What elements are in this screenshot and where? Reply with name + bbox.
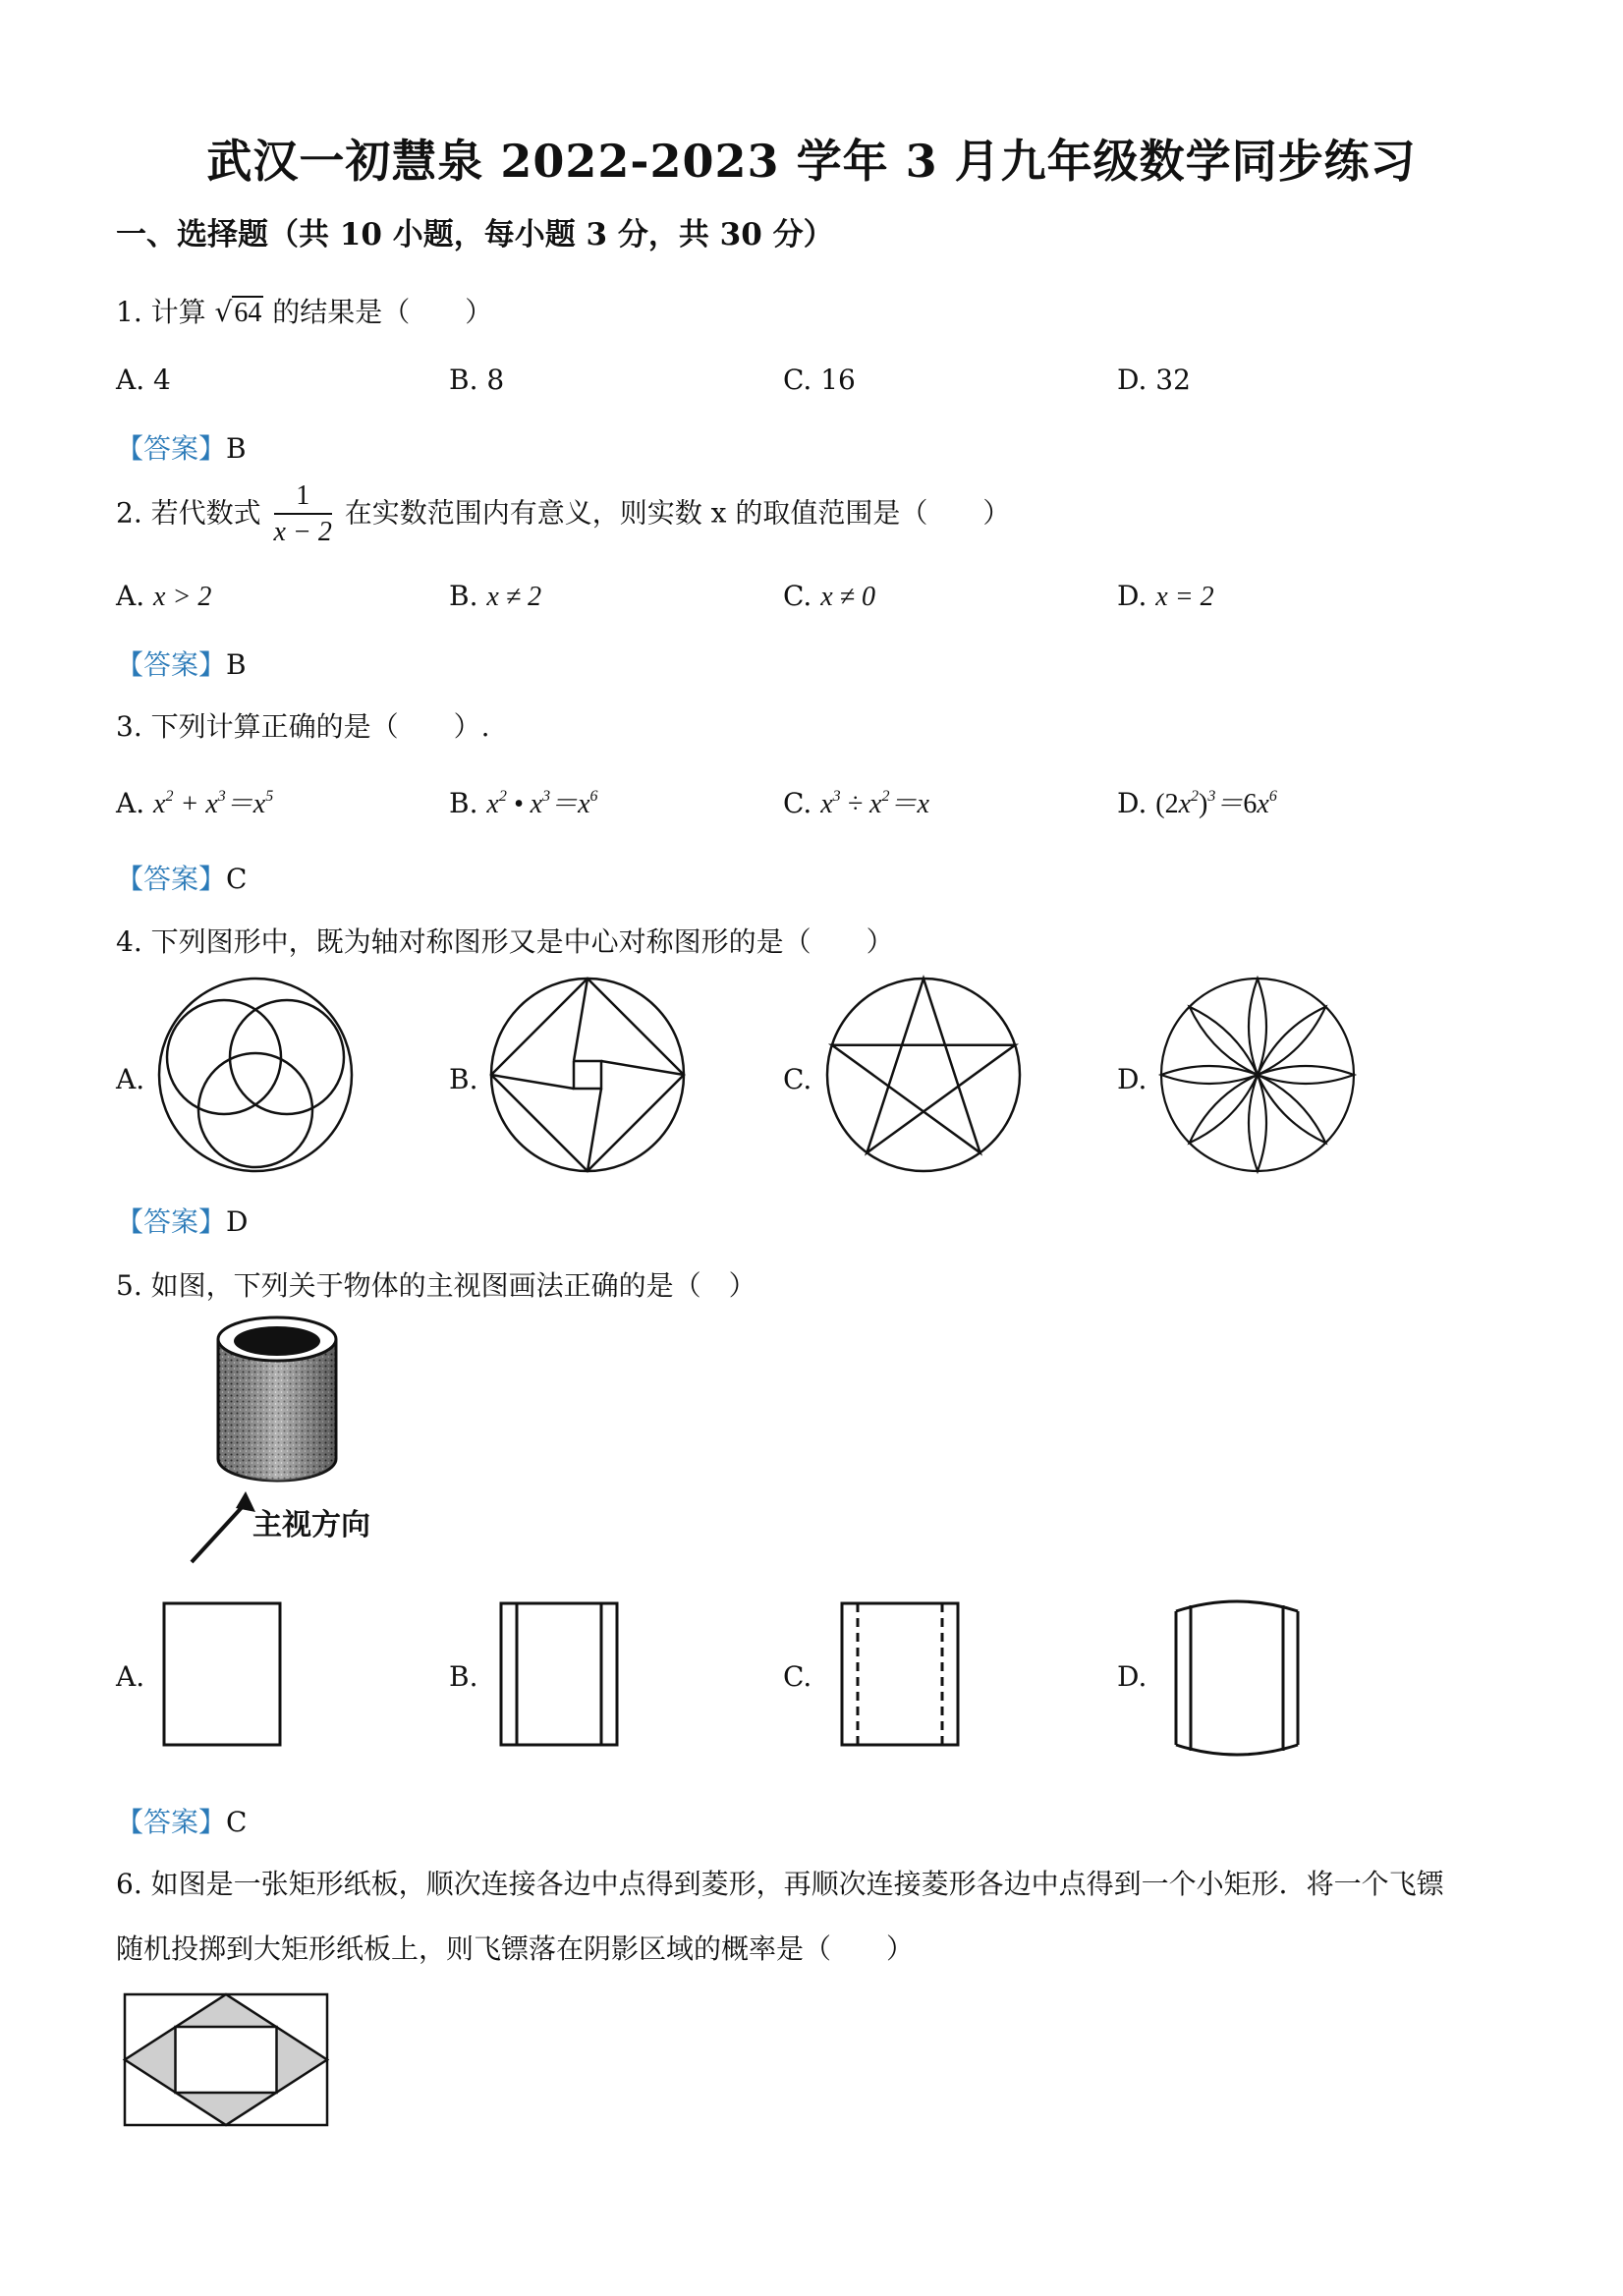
q3-option-c-label: C. <box>783 787 812 819</box>
q4-figure-b <box>489 977 686 1173</box>
q2-frac-denominator: x − 2 <box>273 517 332 547</box>
q5-option-b: B. <box>449 1660 478 1693</box>
page-title: 武汉一初慧泉 2022-2023 学年 3 月九年级数学同步练习 <box>206 135 1417 188</box>
q1-sqrt: √64 <box>214 296 262 328</box>
q2-option-a-label: A. <box>116 580 145 612</box>
q1-radicand: 64 <box>234 298 262 328</box>
q3-option-c <box>783 782 929 821</box>
q4-figure-c <box>825 977 1022 1173</box>
q5-option-d: D. <box>1117 1660 1147 1693</box>
q4-option-c: C. <box>783 1063 812 1095</box>
q2-option-c <box>783 580 875 613</box>
q1-option-b: B. 8 <box>449 364 505 396</box>
q5-figure-a <box>162 1601 284 1749</box>
q3-option-c-expr: $x^3 \div x^2=x$ <box>820 788 929 819</box>
question-5: 5. 如图，下列关于物体的主视图画法正确的是（ ） <box>116 1269 756 1302</box>
q1-prefix: 1. 计算 <box>116 296 206 328</box>
question-3: 3. 下列计算正确的是（ ）. <box>116 710 490 743</box>
q4-option-a: A. <box>116 1063 145 1095</box>
q4-answer-value: D <box>226 1205 249 1238</box>
q1-option-a: A. 4 <box>116 364 171 396</box>
q2-option-a-expr: x > 2 <box>153 582 212 612</box>
question-4: 4. 下列图形中，既为轴对称图形又是中心对称图形的是（ ） <box>116 925 894 958</box>
q3-answer <box>116 858 247 897</box>
q2-option-c-label: C. <box>783 580 812 612</box>
q2-answer-value: B <box>226 648 247 681</box>
q5-figure-d <box>1171 1594 1303 1763</box>
q1-answer-value: B <box>226 432 247 465</box>
q3-option-b-expr: $x^2$ • $x^3=x^6$ <box>486 788 598 819</box>
q1-option-c: C. 16 <box>783 364 856 396</box>
q3-option-d <box>1117 782 1277 821</box>
answer-tag: 【答案】 <box>116 1806 227 1838</box>
q3-answer-value: C <box>226 863 248 895</box>
answer-tag: 【答案】 <box>116 863 227 895</box>
q2-suffix: 在实数范围内有意义，则实数 x 的取值范围是（ ） <box>344 496 1011 530</box>
q1-answer <box>116 427 247 467</box>
answer-tag: 【答案】 <box>116 432 227 465</box>
question-2 <box>116 479 1010 550</box>
q2-option-b-expr: x ≠ 2 <box>486 582 542 612</box>
q4-figure-a <box>157 977 354 1173</box>
q3-option-a <box>116 782 273 821</box>
q5-view-direction-label: 主视方向 <box>252 1508 370 1542</box>
q2-prefix: 2. 若代数式 <box>116 496 261 530</box>
q3-option-d-expr: $(2x^2)^3=6x^6$ <box>1155 788 1277 819</box>
q2-fraction <box>274 479 332 550</box>
q1-suffix: 的结果是（ ） <box>272 296 493 328</box>
q5-option-a: A. <box>116 1660 145 1693</box>
q3-option-a-label: A. <box>116 787 145 819</box>
q5-answer-value: C <box>226 1806 248 1838</box>
q5-figure-b <box>499 1601 621 1749</box>
q2-option-d-label: D. <box>1117 580 1147 612</box>
q3-option-d-label: D. <box>1117 787 1147 819</box>
question-6-line-2: 随机投掷到大矩形纸板上，则飞镖落在阴影区域的概率是（ ） <box>116 1932 915 1965</box>
q3-option-a-expr: $x^2 + x^3=x^5$ <box>153 788 274 819</box>
q6-rectangle-figure <box>123 1992 331 2130</box>
question-6-line-1: 6. 如图是一张矩形纸板，顺次连接各边中点得到菱形，再顺次连接菱形各边中点得到一个小矩形．将一个飞镖 <box>116 1868 1444 1900</box>
q2-answer <box>116 644 247 683</box>
q2-option-b-label: B. <box>449 580 478 612</box>
q4-answer <box>116 1201 248 1240</box>
q2-frac-numerator: 1 <box>274 479 332 515</box>
q2-option-c-expr: x ≠ 0 <box>820 582 876 612</box>
q3-option-b <box>449 782 598 821</box>
answer-tag: 【答案】 <box>116 1205 227 1238</box>
q5-option-c: C. <box>783 1660 812 1693</box>
q4-option-b: B. <box>449 1063 478 1095</box>
q5-answer <box>116 1801 247 1840</box>
question-1 <box>116 291 492 330</box>
answer-tag: 【答案】 <box>116 648 227 681</box>
q2-option-d-expr: x = 2 <box>1155 582 1214 612</box>
q4-figure-d <box>1159 977 1356 1173</box>
q5-figure-c <box>840 1601 962 1749</box>
q2-option-b <box>449 580 541 613</box>
q2-option-d <box>1117 580 1214 613</box>
section-heading: 一、选择题（共 10 小题，每小题 3 分，共 30 分） <box>116 217 834 252</box>
q3-option-b-label: B. <box>449 787 478 819</box>
q4-option-d: D. <box>1117 1063 1147 1095</box>
q2-option-a <box>116 580 211 613</box>
q1-option-d: D. 32 <box>1117 364 1191 396</box>
